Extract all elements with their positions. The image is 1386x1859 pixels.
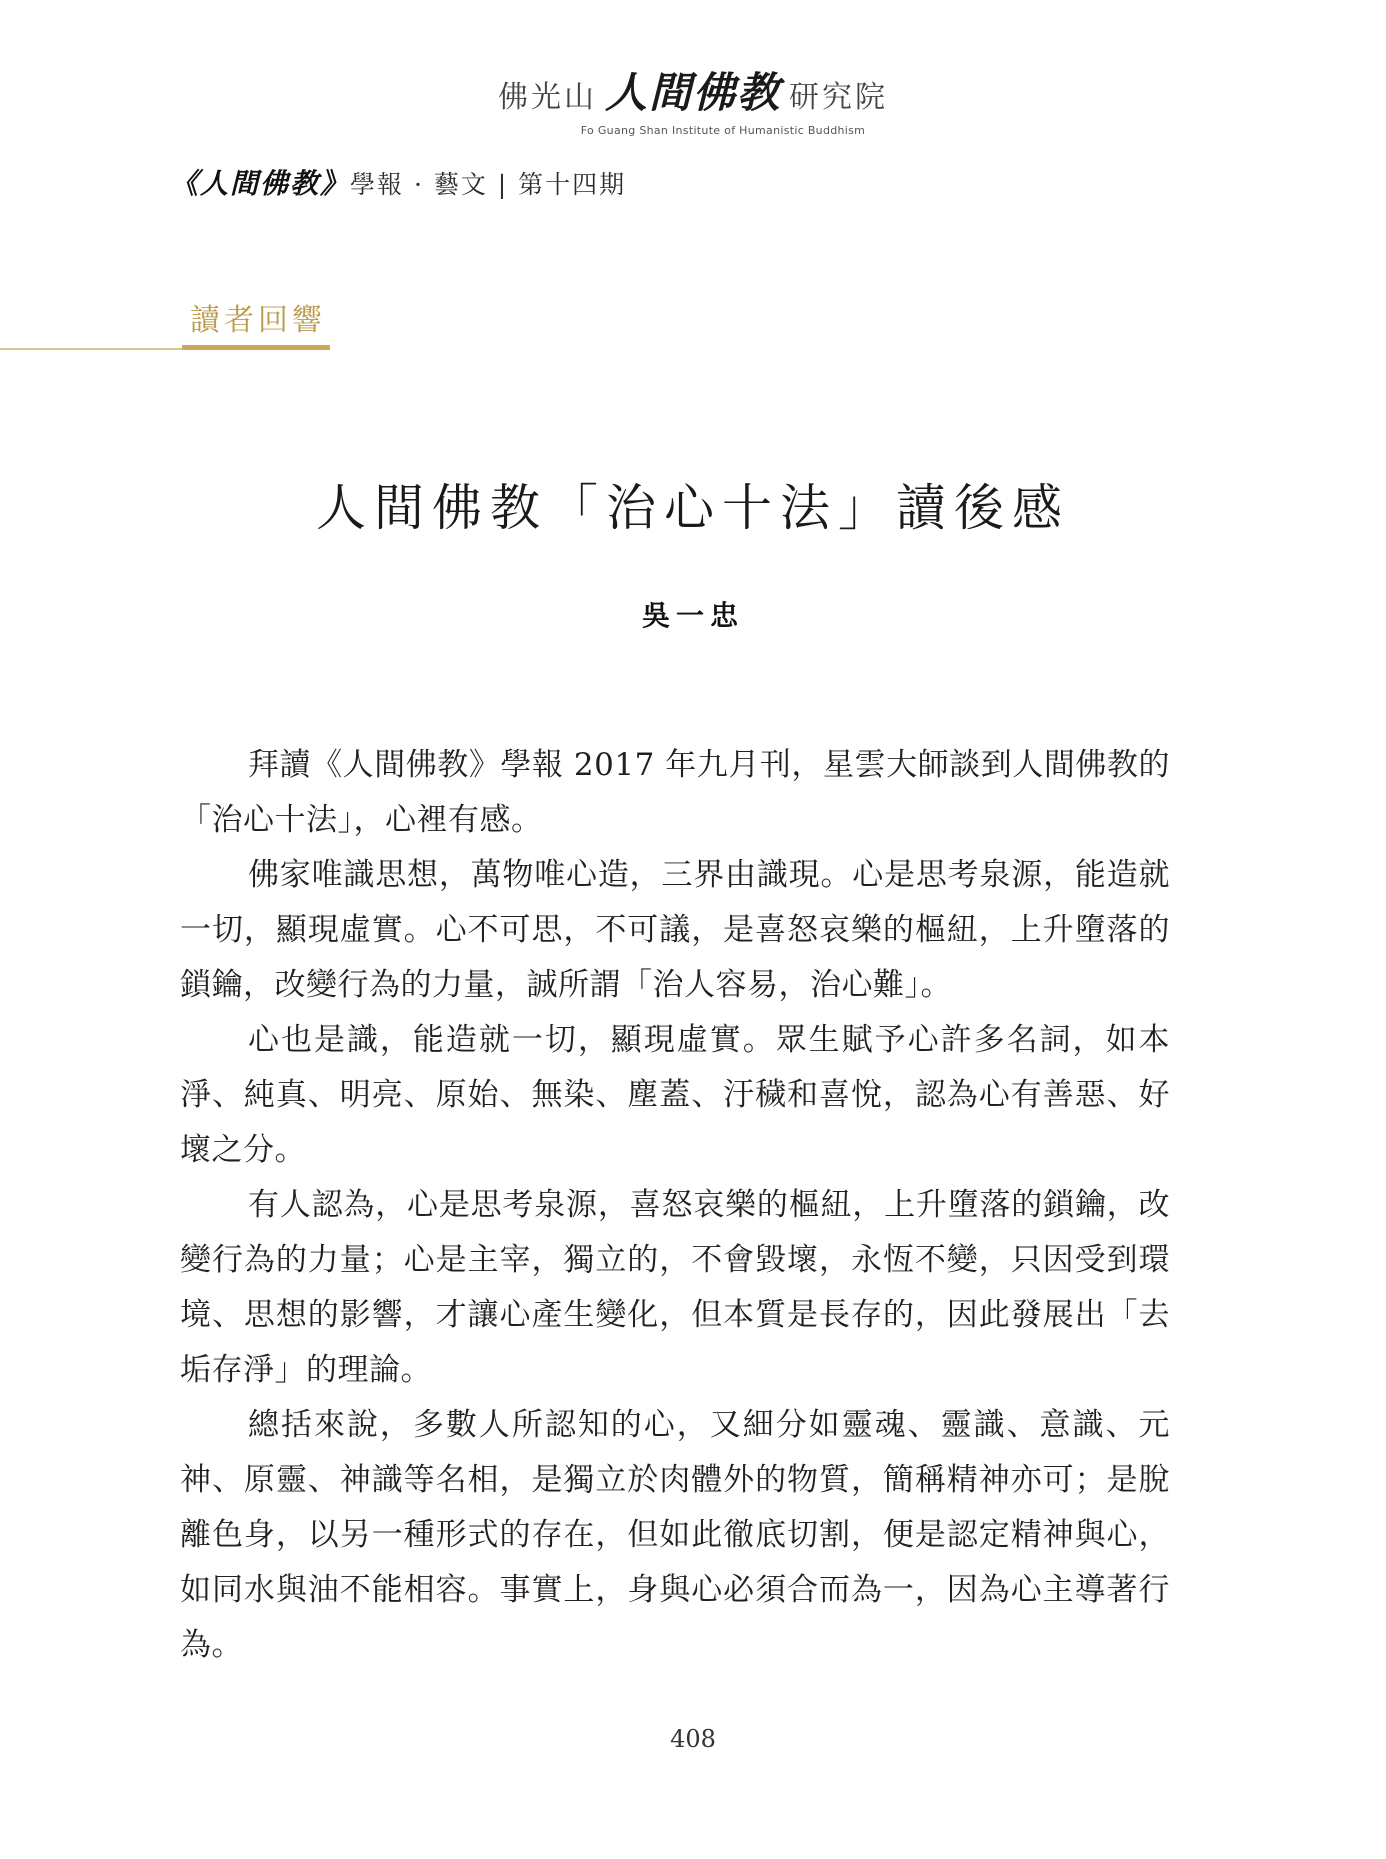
journal-issue: 學報 · 藝文 | 第十四期	[350, 170, 627, 199]
journal-header	[170, 162, 626, 202]
paragraph: 佛家唯識思想，萬物唯心造，三界由識現。心是思考泉源，能造就一切，顯現虛實。心不可思，不可議，是喜怒哀樂的樞紐，上升墮落的鎖鑰，改變行為的力量，誠所謂「治人容易，治心難」。	[180, 857, 1170, 1003]
paragraph: 心也是識，能造就一切，顯現虛實。眾生賦予心許多名詞，如本淨、純真、明亮、原始、無染、塵蓋、汙穢和喜悅，認為心有善惡、好壞之分。	[180, 1022, 1170, 1168]
masthead-brand: 人間佛教	[604, 68, 781, 117]
paragraph: 拜讀《人間佛教》學報 2017 年九月刊，星雲大師談到人間佛教的「治心十法」，心裡有感。	[180, 747, 1170, 838]
masthead-prefix: 佛光山	[497, 80, 597, 115]
page-number: 408	[670, 1725, 716, 1753]
masthead-logo	[498, 60, 888, 120]
paragraph: 總括來說，多數人所認知的心，又細分如靈魂、靈識、意識、元神、原靈、神識等名相，是獨立於肉體外的物質，簡稱精神亦可；是脫離色身，以另一種形式的存在，但如此徹底切割，便是認定精神與心，如同水與油不能相容。事實上，身與心必須合而為一，因為心主導著行為。	[180, 1407, 1170, 1663]
article-author: 吳一忠	[641, 599, 744, 632]
journal-brand: 《人間佛教》	[170, 167, 351, 200]
section-underline	[182, 345, 330, 350]
masthead-subtitle: Fo Guang Shan Institute of Humanistic Buddhism	[580, 124, 866, 137]
article-title: 人間佛教「治心十法」讀後感	[316, 479, 1070, 537]
section-label: 讀者回響	[190, 303, 326, 338]
masthead-suffix: 研究院	[789, 80, 888, 115]
masthead	[0, 60, 1386, 137]
article-body	[180, 738, 1170, 1673]
paragraph: 有人認為，心是思考泉源，喜怒哀樂的樞紐，上升墮落的鎖鑰，改變行為的力量；心是主宰，獨立的，不會毀壞，永恆不變，只因受到環境、思想的影響，才讓心產生變化，但本質是長存的，因此發展出「去垢存淨」的理論。	[180, 1187, 1170, 1388]
